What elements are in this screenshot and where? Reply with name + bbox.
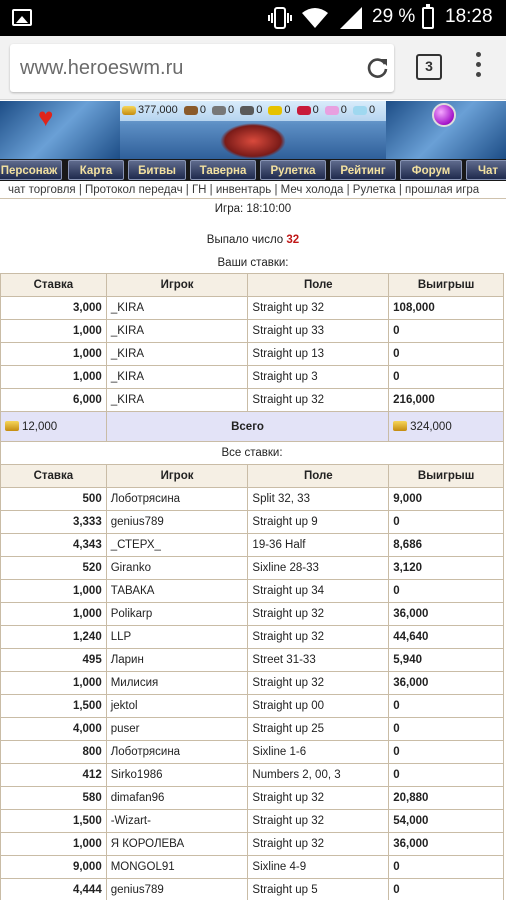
nav-roulette[interactable]: Рулетка	[260, 160, 326, 180]
table-row	[1, 511, 504, 534]
bet-field: Straight up 32	[248, 672, 389, 695]
gems-amount: 0	[340, 104, 347, 116]
player-name[interactable]: _KIRA	[106, 297, 248, 320]
bet-field: Straight up 32	[248, 603, 389, 626]
bet-amount: 520	[1, 557, 107, 580]
win-amount: 216,000	[389, 389, 504, 412]
player-name[interactable]: dimafan96	[106, 787, 248, 810]
win-amount: 36,000	[389, 833, 504, 856]
bet-field: Numbers 2, 00, 3	[248, 764, 389, 787]
bet-amount: 1,000	[1, 580, 107, 603]
table-row	[1, 580, 504, 603]
player-name[interactable]: Sirko1986	[106, 764, 248, 787]
player-name[interactable]: Я КОРОЛЕВА	[106, 833, 248, 856]
win-amount: 0	[389, 320, 504, 343]
win-amount: 9,000	[389, 488, 504, 511]
bet-amount: 1,000	[1, 603, 107, 626]
your-bets-table	[0, 273, 504, 442]
win-amount: 0	[389, 366, 504, 389]
player-name[interactable]: Лоботрясина	[106, 741, 248, 764]
mercury-amount: 0	[256, 104, 263, 116]
total-win-value: 324,000	[410, 420, 452, 433]
player-name[interactable]: _СТЕРХ_	[106, 534, 248, 557]
mercury-icon	[240, 106, 254, 115]
table-row	[1, 320, 504, 343]
win-amount: 36,000	[389, 603, 504, 626]
game-time: Игра: 18:10:00	[214, 203, 292, 215]
wood-icon	[184, 106, 198, 115]
bet-field: Split 32, 33	[248, 488, 389, 511]
bet-field: Street 31-33	[248, 649, 389, 672]
win-amount: 0	[389, 343, 504, 366]
bet-field: Straight up 33	[248, 320, 389, 343]
table-row	[1, 649, 504, 672]
bet-field: Straight up 9	[248, 511, 389, 534]
player-name[interactable]: jektol	[106, 695, 248, 718]
gold-amount: 377,000	[138, 104, 178, 116]
bet-amount: 3,333	[1, 511, 107, 534]
win-amount: 0	[389, 856, 504, 879]
win-amount: 108,000	[389, 297, 504, 320]
table-row	[1, 787, 504, 810]
nav-character[interactable]: Персонаж	[0, 160, 62, 180]
bet-field: Sixline 28-33	[248, 557, 389, 580]
bet-field: 19-36 Half	[248, 534, 389, 557]
resources-bar	[122, 104, 378, 116]
table-row	[1, 718, 504, 741]
player-name[interactable]: Милисия	[106, 672, 248, 695]
win-amount: 3,120	[389, 557, 504, 580]
win-amount: 0	[389, 511, 504, 534]
main-nav	[0, 159, 506, 181]
table-row	[1, 534, 504, 557]
header-field: Поле	[248, 274, 389, 297]
sulfur-icon	[268, 106, 282, 115]
player-name[interactable]: genius789	[106, 511, 248, 534]
bet-amount: 4,000	[1, 718, 107, 741]
table-row	[1, 764, 504, 787]
gold-icon	[122, 106, 136, 115]
bet-field: Straight up 34	[248, 580, 389, 603]
player-name[interactable]: Лоботрясина	[106, 488, 248, 511]
nav-forum[interactable]: Форум	[400, 160, 462, 180]
bet-field: Straight up 32	[248, 389, 389, 412]
wood-amount: 0	[199, 104, 206, 116]
win-amount: 5,940	[389, 649, 504, 672]
dropped-label: Выпало число	[206, 234, 284, 246]
dropped-number: 32	[286, 234, 300, 246]
your-bets-title: Ваши ставки:	[217, 257, 289, 269]
browser-toolbar	[0, 36, 506, 100]
image-icon	[12, 9, 32, 26]
crystal-icon	[297, 106, 311, 115]
bet-amount: 9,000	[1, 856, 107, 879]
table-row	[1, 488, 504, 511]
header-field: Поле	[248, 465, 389, 488]
table-row	[1, 389, 504, 412]
gems-icon	[325, 106, 339, 115]
bet-field: Straight up 00	[248, 695, 389, 718]
overflow-menu-icon[interactable]	[474, 52, 482, 84]
total-row	[1, 412, 504, 442]
table-row	[1, 856, 504, 879]
table-row	[1, 297, 504, 320]
bet-amount: 1,000	[1, 343, 107, 366]
bet-amount: 4,343	[1, 534, 107, 557]
total-bet	[1, 412, 107, 442]
clock: 18:28	[445, 6, 493, 27]
bet-amount: 1,500	[1, 810, 107, 833]
table-row	[1, 557, 504, 580]
win-amount: 36,000	[389, 672, 504, 695]
all-bets-title: Все ставки:	[0, 442, 504, 464]
bet-field: Straight up 13	[248, 343, 389, 366]
battery-icon	[422, 7, 434, 29]
bet-amount: 412	[1, 764, 107, 787]
ore-amount: 0	[228, 104, 235, 116]
bet-field: Straight up 32	[248, 297, 389, 320]
win-amount: 0	[389, 580, 504, 603]
player-name[interactable]: ТАВАКА	[106, 580, 248, 603]
table-row	[1, 810, 504, 833]
bet-amount: 1,000	[1, 320, 107, 343]
header-win: Выигрыш	[389, 274, 504, 297]
game-header-banner	[0, 101, 506, 159]
table-row	[1, 672, 504, 695]
bet-amount: 6,000	[1, 389, 107, 412]
table-row	[1, 695, 504, 718]
tab-switcher-button[interactable]: 3	[416, 54, 442, 80]
table-row	[1, 603, 504, 626]
bet-amount: 1,000	[1, 672, 107, 695]
win-amount: 0	[389, 764, 504, 787]
player-name[interactable]: Polikarp	[106, 603, 248, 626]
sulfur-amount: 0	[284, 104, 291, 116]
table-row	[1, 626, 504, 649]
bet-field: Straight up 5	[248, 879, 389, 900]
bet-amount: 3,000	[1, 297, 107, 320]
diamond-icon	[353, 106, 367, 115]
status-bar	[0, 0, 506, 36]
total-label: Всего	[106, 412, 388, 442]
player-name[interactable]: _KIRA	[106, 320, 248, 343]
address-bar[interactable]	[10, 44, 394, 92]
table-row	[1, 833, 504, 856]
bet-amount: 1,000	[1, 833, 107, 856]
gold-icon	[393, 421, 407, 431]
all-bets-table	[0, 464, 504, 900]
player-name[interactable]: _KIRA	[106, 389, 248, 412]
bet-field: Straight up 25	[248, 718, 389, 741]
bet-amount: 4,444	[1, 879, 107, 900]
win-amount: 0	[389, 718, 504, 741]
nav-tavern[interactable]: Таверна	[190, 160, 256, 180]
table-row	[1, 741, 504, 764]
bet-amount: 1,000	[1, 366, 107, 389]
header-bet: Ставка	[1, 274, 107, 297]
bet-field: Straight up 32	[248, 810, 389, 833]
player-name[interactable]: MONGOL91	[106, 856, 248, 879]
bet-amount: 1,500	[1, 695, 107, 718]
win-amount: 0	[389, 695, 504, 718]
win-amount: 54,000	[389, 810, 504, 833]
header-win: Выигрыш	[389, 465, 504, 488]
bet-amount: 1,240	[1, 626, 107, 649]
table-header	[1, 274, 504, 297]
battery-percent: 29 %	[372, 6, 416, 27]
crystal-amount: 0	[312, 104, 319, 116]
win-amount: 20,880	[389, 787, 504, 810]
reload-icon[interactable]	[366, 56, 390, 80]
bet-field: Straight up 32	[248, 626, 389, 649]
header-player: Игрок	[106, 274, 248, 297]
vibrate-icon	[268, 7, 292, 29]
nav-map[interactable]: Карта	[68, 160, 124, 180]
header-player: Игрок	[106, 465, 248, 488]
ore-icon	[212, 106, 226, 115]
bet-field: Straight up 32	[248, 833, 389, 856]
bet-field: Straight up 32	[248, 787, 389, 810]
player-name[interactable]: genius789	[106, 879, 248, 900]
nav-battles[interactable]: Битвы	[128, 160, 186, 180]
health-heart-icon[interactable]: ♥	[38, 102, 54, 132]
bet-amount: 580	[1, 787, 107, 810]
table-row	[1, 879, 504, 900]
win-amount: 0	[389, 879, 504, 900]
nav-chat[interactable]: Чат	[466, 160, 506, 180]
bet-amount: 495	[1, 649, 107, 672]
bet-amount: 800	[1, 741, 107, 764]
signal-icon	[340, 7, 362, 29]
gold-icon	[5, 421, 19, 431]
table-header	[1, 465, 504, 488]
player-name[interactable]: _KIRA	[106, 343, 248, 366]
win-amount: 8,686	[389, 534, 504, 557]
sub-links[interactable]: чат торговля | Протокол передач | ГН | инвентарь | Меч холода | Рулетка | прошлая игра	[0, 181, 506, 199]
table-row	[1, 366, 504, 389]
player-name[interactable]: -Wizart-	[106, 810, 248, 833]
bet-field: Sixline 1-6	[248, 741, 389, 764]
win-amount: 44,640	[389, 626, 504, 649]
player-name[interactable]: Giranko	[106, 557, 248, 580]
win-amount: 0	[389, 741, 504, 764]
player-name[interactable]: LLP	[106, 626, 248, 649]
nav-rating[interactable]: Рейтинг	[330, 160, 396, 180]
bet-amount: 500	[1, 488, 107, 511]
mana-orb-icon[interactable]	[432, 103, 456, 127]
header-bet: Ставка	[1, 465, 107, 488]
wifi-icon	[302, 7, 328, 29]
dropped-number-line	[0, 234, 506, 246]
player-name[interactable]: _KIRA	[106, 366, 248, 389]
diamond-amount: 0	[368, 104, 376, 116]
player-name[interactable]: puser	[106, 718, 248, 741]
banner-emblem	[220, 123, 286, 159]
bet-field: Straight up 3	[248, 366, 389, 389]
total-win	[389, 412, 504, 442]
url-text[interactable]: www.heroeswm.ru	[20, 57, 184, 79]
total-bet-value: 12,000	[22, 420, 58, 433]
player-name[interactable]: Ларин	[106, 649, 248, 672]
table-row	[1, 343, 504, 366]
bet-field: Sixline 4-9	[248, 856, 389, 879]
